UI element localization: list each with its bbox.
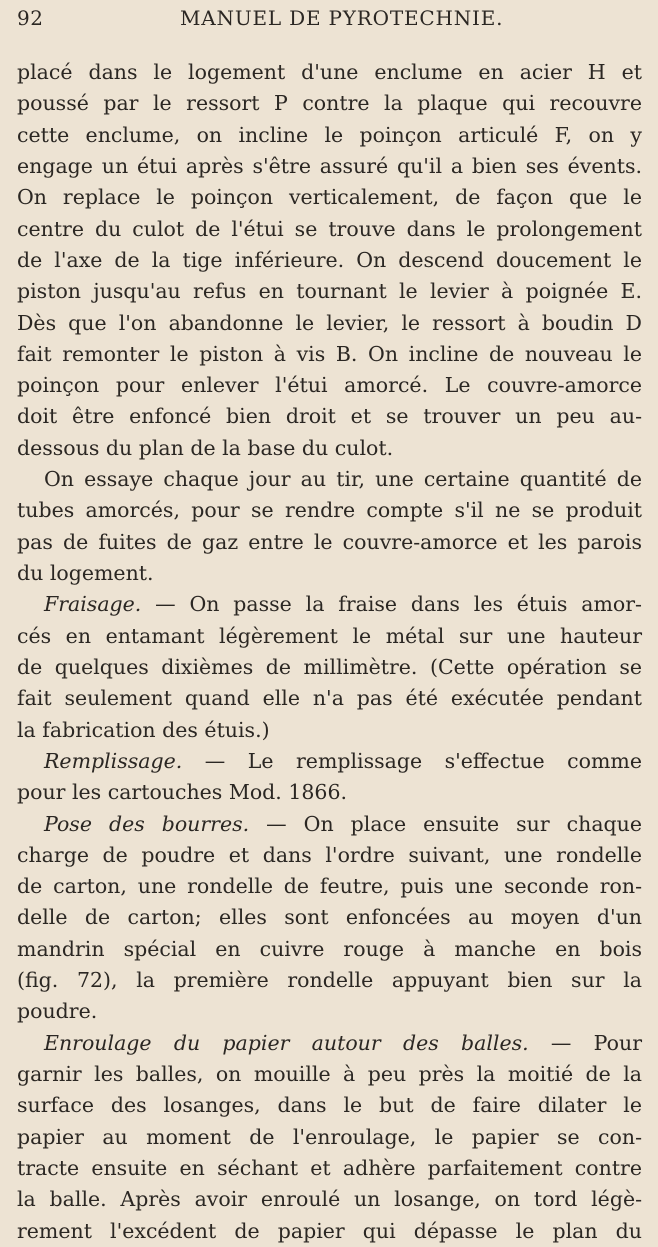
text-segment: piston jusqu'au refus en tournant le levier à poignée E.: [17, 279, 642, 304]
text-line: [17, 1184, 642, 1215]
text-line: [17, 777, 642, 808]
text-line: [17, 276, 642, 307]
text-segment: la balle. Après avoir enroulé un losange, on tord légè-: [17, 1187, 642, 1212]
text-line: [17, 57, 642, 88]
text-line: [17, 1122, 642, 1153]
section-heading: Enroulage du papier autour des balles.: [44, 1030, 529, 1055]
text-segment: fait seulement quand elle n'a pas été exécutée pendant: [17, 686, 642, 711]
text-segment: placé dans le logement d'une enclume en acier H et: [17, 60, 642, 84]
text-line: [17, 683, 642, 714]
text-segment: poudre.: [17, 999, 98, 1024]
text-segment: — On place ensuite sur chaque: [249, 811, 642, 836]
text-segment: poinçon pour enlever l'étui amorcé. Le couvre-amorce: [17, 373, 642, 398]
text-segment: Dès que l'on abandonne le levier, le ressort à boudin D: [17, 310, 642, 335]
text-line: [17, 527, 642, 558]
text-line: [17, 1216, 642, 1247]
section-heading: Pose des bourres.: [44, 811, 250, 836]
text-segment: pour les cartouches Mod. 1866.: [17, 780, 348, 805]
text-segment: centre du culot de l'étui se trouve dans le prolongement: [17, 216, 642, 241]
text-line: [17, 934, 642, 965]
text-line: [17, 965, 642, 996]
text-line: [17, 652, 642, 683]
text-line: [17, 1090, 642, 1121]
text-line: [17, 902, 642, 933]
text-line: [17, 715, 642, 746]
text-line: [17, 871, 642, 902]
text-segment: engage un étui après s'être assuré qu'il a bien ses évents.: [17, 153, 642, 178]
text-segment: rement l'excédent de papier qui dépasse le plan du: [17, 1218, 642, 1243]
running-title: MANUEL DE PYROTECHNIE.: [180, 6, 504, 30]
text-line: [17, 120, 642, 151]
text-line: [17, 182, 642, 213]
text-segment: On essaye chaque jour au tir, une certaine quantité de: [44, 467, 642, 492]
text-line: [17, 1059, 642, 1090]
text-line: [17, 1153, 642, 1184]
text-segment: du logement.: [17, 561, 154, 585]
text-line: [17, 996, 642, 1027]
text-segment: — Pour: [528, 1030, 642, 1055]
text-segment: tracte ensuite en séchant et adhère parfaitement contre: [17, 1155, 642, 1180]
text-segment: de carton, une rondelle de feutre, puis une seconde ron-: [17, 874, 642, 899]
text-line: [17, 809, 642, 840]
text-segment: — On passe la fraise dans les étuis amor-: [141, 592, 642, 617]
text-line: [17, 214, 642, 245]
text-line: [17, 840, 642, 871]
text-segment: dessous du plan de la base du culot.: [17, 435, 394, 460]
body-text: [17, 57, 642, 1247]
text-line: [17, 558, 642, 589]
page-number: 92: [17, 6, 44, 30]
text-segment: poussé par le ressort P contre la plaque qui recouvre: [17, 91, 642, 116]
text-segment: surface des losanges, dans le but de faire dilater le: [17, 1093, 642, 1118]
text-segment: cette enclume, on incline le poinçon articulé F, on y: [17, 122, 642, 147]
text-line: [17, 746, 642, 777]
text-line: [17, 433, 642, 464]
text-segment: On replace le poinçon verticalement, de façon que le: [17, 185, 642, 210]
page-header: [0, 4, 658, 36]
text-line: [17, 88, 642, 119]
text-segment: garnir les balles, on mouille à peu près la moitié de la: [17, 1062, 642, 1086]
text-line: [17, 401, 642, 432]
text-line: [17, 495, 642, 526]
text-segment: delle de carton; elles sont enfoncées au moyen d'un: [17, 905, 642, 930]
text-line: [17, 151, 642, 182]
text-segment: papier au moment de l'enroulage, le papier se con-: [17, 1124, 642, 1149]
text-segment: — Le remplissage s'effectue comme: [182, 748, 642, 773]
text-segment: charge de poudre et dans l'ordre suivant, une rondelle: [17, 842, 642, 867]
text-line: [17, 589, 642, 620]
text-line: [17, 339, 642, 370]
text-segment: de quelques dixièmes de millimètre. (Cette opération se: [17, 654, 642, 679]
text-segment: doit être enfoncé bien droit et se trouver un peu au-: [17, 404, 642, 429]
section-heading: Remplissage.: [44, 748, 183, 773]
text-line: [17, 1028, 642, 1059]
text-segment: (fig. 72), la première rondelle appuyant bien sur la: [17, 968, 642, 993]
text-segment: cés en entamant légèrement le métal sur une hauteur: [17, 623, 642, 648]
text-segment: pas de fuites de gaz entre le couvre-amorce et les parois: [17, 529, 642, 554]
text-segment: tubes amorcés, pour se rendre compte s'il ne se produit: [17, 498, 642, 523]
text-line: [17, 245, 642, 276]
text-line: [17, 464, 642, 495]
text-segment: mandrin spécial en cuivre rouge à manche en bois: [17, 936, 642, 961]
text-segment: fait remonter le piston à vis B. On incline de nouveau le: [17, 341, 642, 366]
text-line: [17, 621, 642, 652]
text-segment: la fabrication des étuis.): [17, 717, 270, 742]
section-heading: Fraisage.: [44, 592, 142, 617]
text-line: [17, 308, 642, 339]
text-line: [17, 370, 642, 401]
text-segment: de l'axe de la tige inférieure. On descend doucement le: [17, 247, 642, 272]
